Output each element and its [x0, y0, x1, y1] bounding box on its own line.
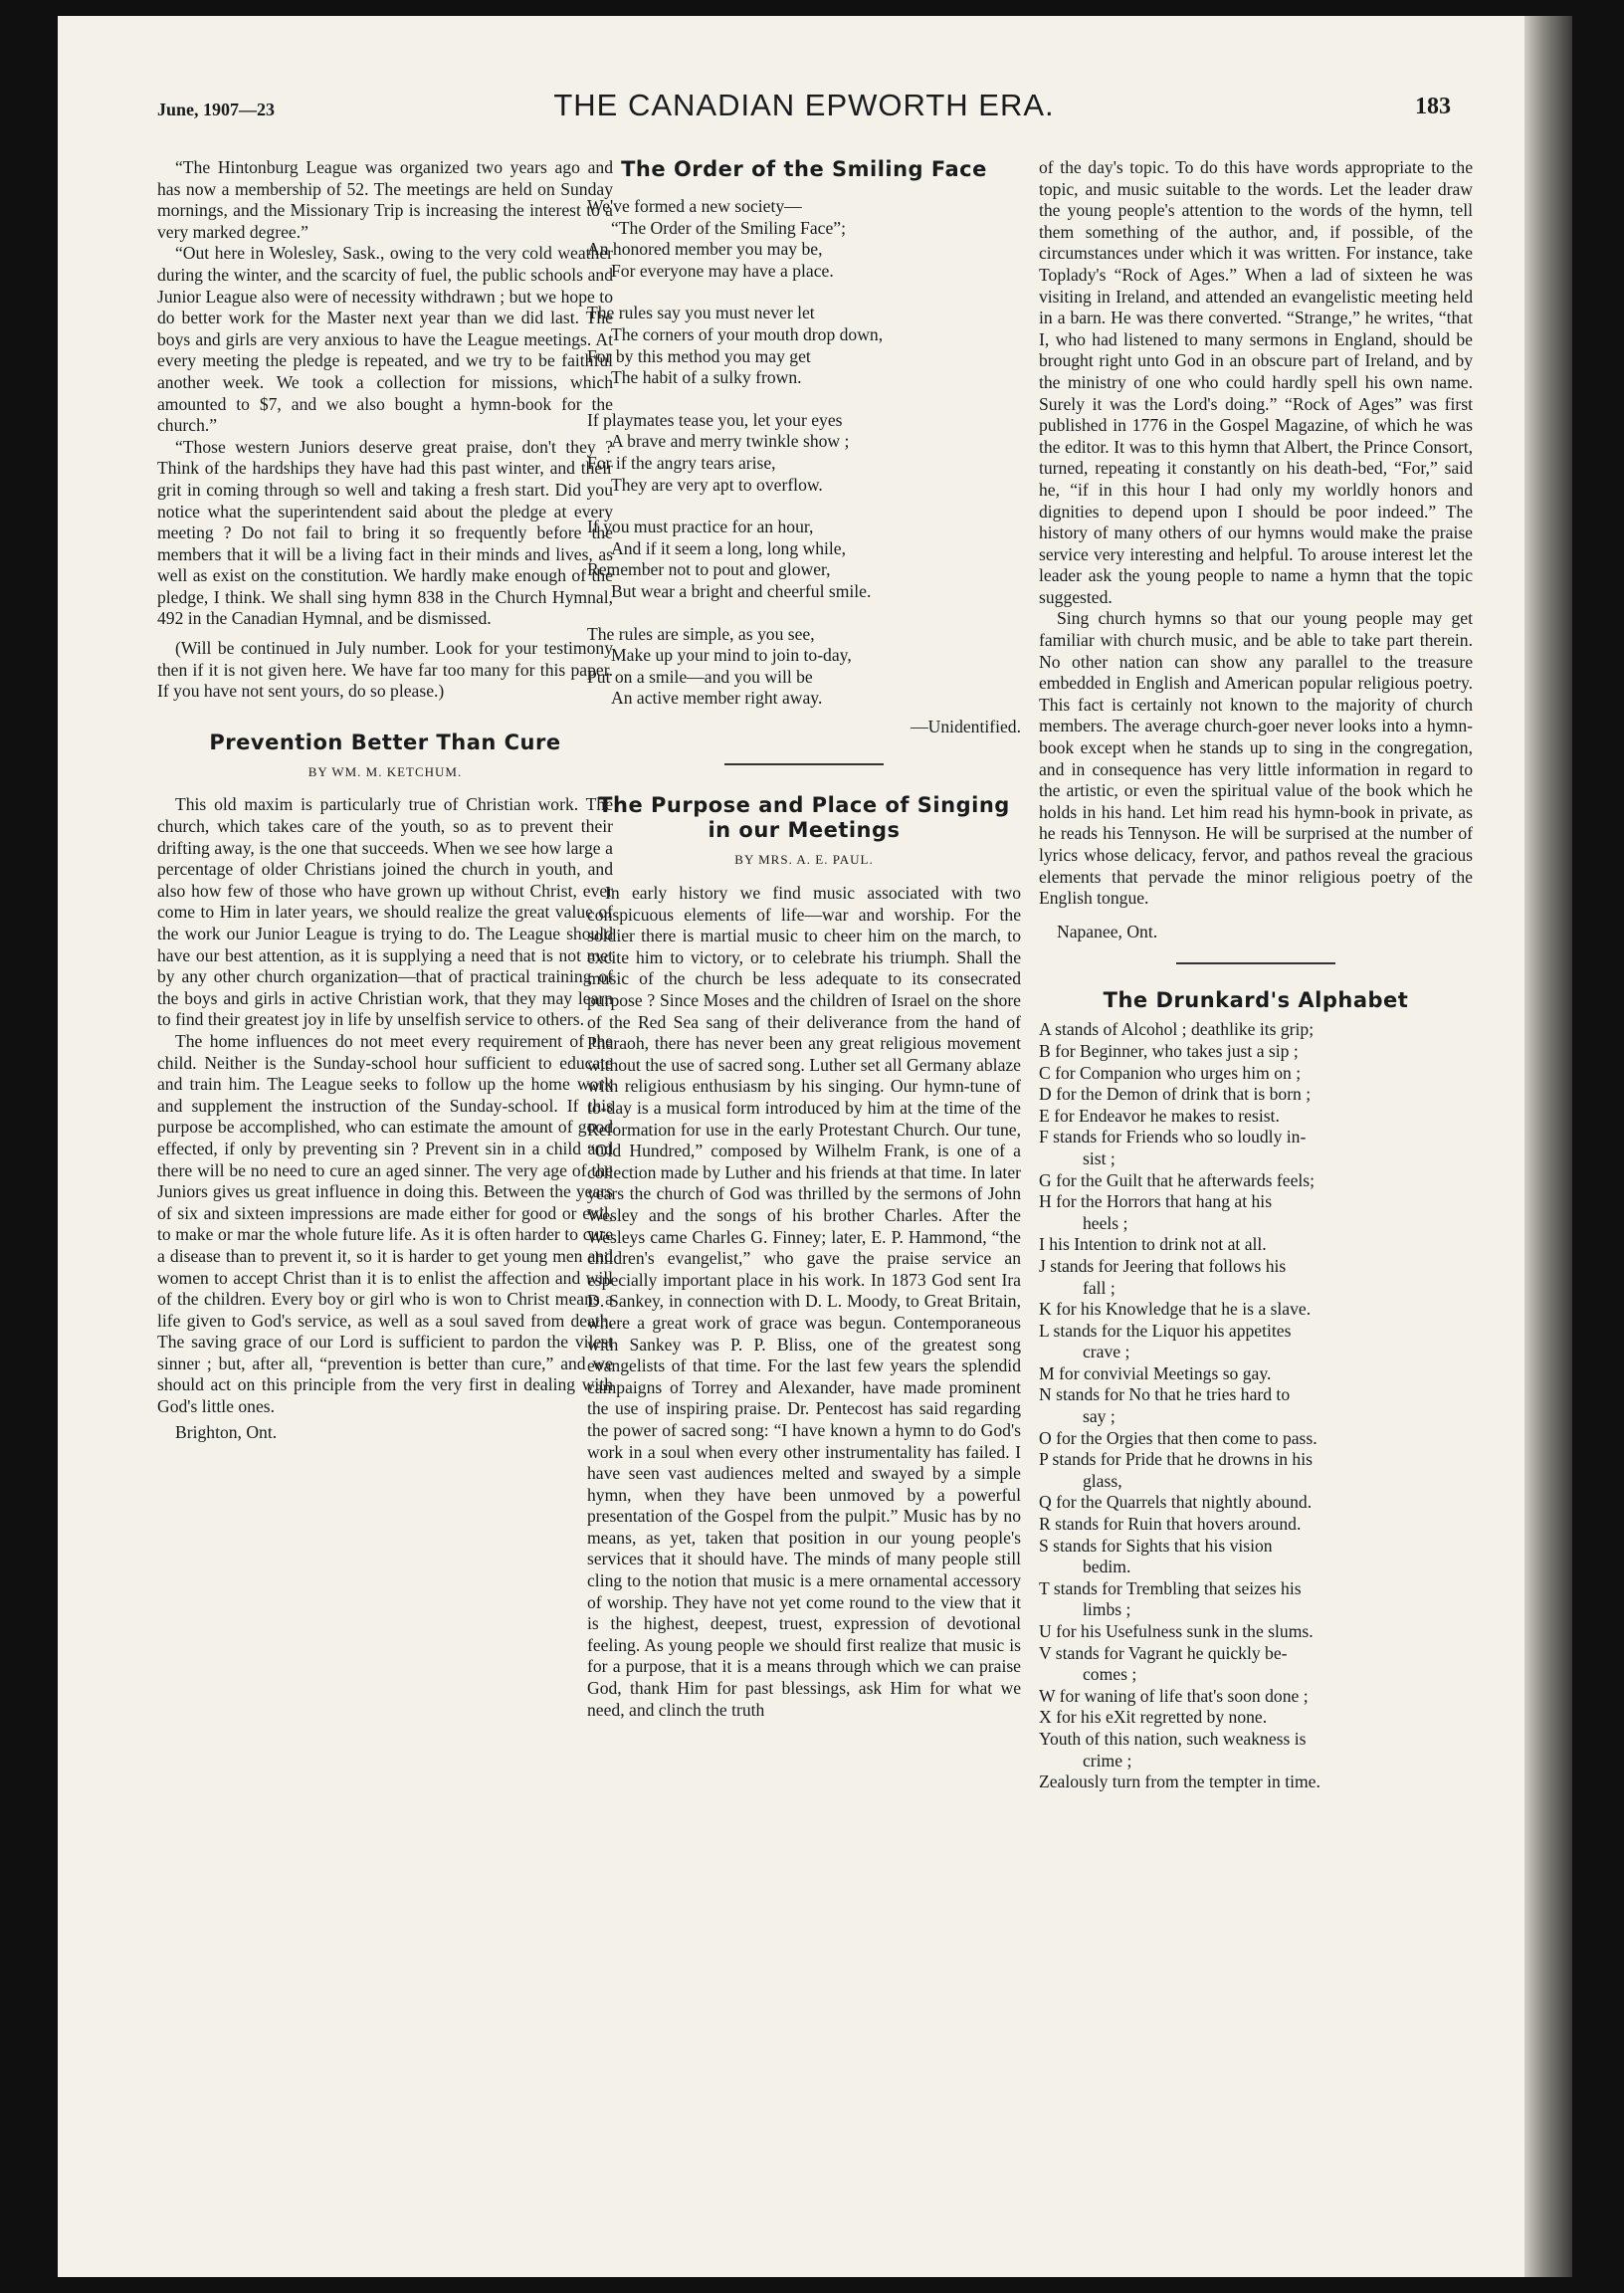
- paragraph: In early history we find music associated with two conspicuous elements of life—war and worship. For the soldier there is martial music to cheer him on the march, to excite him to victory, or to celebrate his triumph. Shall the music of the church be less adequate to its consecrated purpose ? Since Moses and the children of Israel on the shore of the Red Sea sang of their deliverance from the hand of Pharaoh, there has never been any great religious movement without the use of sacred song. Luther set all Germany ablaze with religious enthusiasm by his singing. Our hymn-tune of to-day is a musical form introduced by him at the time of the Reformation for use in the early Protestant Church. Our tune, “Old Hundred,” composed by Wilhelm Frank, is one of a collection made by Luther and his friends at that time. In later years the church of God was thrilled by the sermons of John Wesley and the songs of his brother Charles. After the Wesleys came Charles G. Finney; later, E. P. Hammond, “the children's evangelist,” who gave the praise service an especially important place in his work. In 1873 God sent Ira D. Sankey, in connection with D. L. Moody, to Great Britain, where a great work of grace was begun. Contemporaneous with Sankey was P. P. Bliss, one of the greatest song evangelists of that time. For the last few years the splendid campaigns of Torrey and Alexander, have made prominent the use of inspiring praise. Dr. Pentecost has said regarding the power of sacred song: “I have known a hymn to do God's work in a soul when every other instrumentality has failed. I have seen vast audiences melted and swayed by a simple hymn, when they have been unmoved by a powerful presentation of the Gospel from the pulpit.” Music has by no means, as yet, taken that position in our young people's services that it should have. The minds of many people still cling to the notion that music is a mere ornamental accessory of worship. They have not yet come round to the view that it is the highest, deepest, truest, expression of devotional feeling. As young people we should first realize that music is for a purpose, that it is a means through which we can praise God, thank Him for past blessings, ask Him for what we need, and clinch the truth: [587, 883, 1021, 1720]
- poem-title: The Order of the Smiling Face: [621, 157, 987, 181]
- paragraph: The home influences do not meet every requirement of the child. Neither is the Sunday-school hour sufficient to educate and train him. The League seeks to follow up the home work and supplement the instruction of the Sunday-school. If this purpose be accomplished, who can estimate the amount of good effected, if only by preventing sin ? Prevent sin in a child and there will be no need to cure an aged sinner. The very age of the Juniors gives us great influence in doing this. Between the years of six and sixteen impressions are made either for good or evil, to make or mar the whole future life. As it is often harder to cure a disease than to prevent it, so it is harder to get young men and women to accept Christ than it is to enlist the affection and will of the children. Every boy or girl who is won to Christ means a life given to God's service, as well as a soul saved from death. The saving grace of our Lord is sufficient to pardon the vilest sinner ; but, after all, “prevention is better than cure,” and we should act on this principle from the very first in dealing with God's little ones.: [157, 1030, 613, 1417]
- poem-stanza: [587, 410, 1021, 496]
- alphabet-line: L stands for the Liquor his appetites: [1039, 1320, 1292, 1341]
- alphabet-line: O for the Orgies that then come to pass.: [1039, 1427, 1318, 1448]
- paragraph: of the day's topic. To do this have words appropriate to the topic, and music suitable to the words. Let the leader draw the young people's attention to the words of the hymn, tell them something of the author, and, if possible, of the circumstances under which it was written. For instance, take Toplady's “Rock of Ages.” When a lad of sixteen he was visiting in Ireland, and attended an evangelistic meeting held in a barn. He was there converted. “Strange,” he writes, “that I, who had listened to many sermons in England, should be brought right unto God in an obscure part of Ireland, and by the ministry of one who could hardly spell his own name. Surely it was the Lord's doing.” “Rock of Ages” was first published in 1776 in the Gospel Magazine, of which he was the editor. It was to this hymn that Albert, the Prince Consort, turned, repeating it constantly on his death-bed, “For,” said he, “if in this hour I had only my worldly honors and dignities to depend upon I should be poor indeed.” The history of many others of our hymns would make the praise service very interesting and helpful. To arouse interest let the leader ask the young people to name a hymn that the topic suggested.: [1039, 157, 1473, 607]
- article-byline: BY WM. M. KETCHUM.: [307, 763, 463, 779]
- paragraph: (Will be continued in July number. Look for your testimony then if it is not given here. We have far too many for this paper. If you have not sent yours, do so please.): [157, 638, 613, 702]
- article-title: Prevention Better Than Cure: [209, 730, 561, 754]
- alphabet-line: P stands for Pride that he drowns in his: [1039, 1449, 1313, 1470]
- poem-stanza: [587, 196, 1021, 282]
- article-place: Brighton, Ont.: [175, 1421, 278, 1442]
- poem-stanza: [587, 303, 1021, 388]
- alphabet-line: F stands for Friends who so loudly in-: [1039, 1127, 1307, 1147]
- alphabet-line: V stands for Vagrant he quickly be-: [1039, 1642, 1288, 1663]
- alphabet-line: C for Companion who urges him on ;: [1039, 1062, 1302, 1083]
- alphabet-line: T stands for Trembling that seizes his: [1039, 1577, 1302, 1598]
- poem-line: But wear a bright and cheerful smile.: [611, 580, 872, 601]
- alphabet-line-continuation: bedim.: [1083, 1557, 1131, 1577]
- alphabet-line: N stands for No that he tries hard to: [1039, 1384, 1291, 1405]
- poem-stanza: [587, 624, 1021, 710]
- poem-line: If playmates tease you, let your eyes: [587, 409, 843, 430]
- poem-line: If you must practice for an hour,: [587, 517, 814, 537]
- alphabet-line: G for the Guilt that he afterwards feels;: [1039, 1169, 1315, 1190]
- alphabet-list: [1039, 1019, 1473, 1792]
- alphabet-line: X for his eXit regretted by none.: [1039, 1707, 1268, 1728]
- poem-line: “The Order of the Smiling Face”;: [611, 217, 846, 238]
- alphabet-line-continuation: crave ;: [1083, 1342, 1130, 1362]
- alphabet-line: R stands for Ruin that hovers around.: [1039, 1514, 1302, 1535]
- alphabet-line: W for waning of life that's soon done ;: [1039, 1685, 1309, 1706]
- paragraph: “Those western Juniors deserve great praise, don't they ? Think of the hardships they have had this past winter, and their grit in coming through so well and taking a fresh start. Did you notice what the superintendent said about the pledge at every meeting ? Do not fail to bring it so frequently before the members that it will be a living fact in their minds and lives, as well as exist on the constitution. We hardly make enough of the pledge, I think. We shall sing hymn 838 in the Church Hymnal, 492 in the Canadian Hymnal, and be dismissed.: [157, 436, 613, 629]
- alphabet-line: K for his Knowledge that he is a slave.: [1039, 1299, 1312, 1320]
- alphabet-line-continuation: crime ;: [1083, 1750, 1132, 1771]
- alphabet-line-continuation: say ;: [1083, 1406, 1116, 1427]
- paragraph: This old maxim is particularly true of Christian work. The church, which takes care of the youth, so as to prevent their drifting away, is the one that succeeds. When we see how large a percentage of older Christians joined the church in youth, and also how few of those who have grown up without Christ, ever come to Him in later years, we should realize the great value of the work our Junior League is trying to do. The League should have our best attention, as it is supplying a need that is not met by any other church organization—that of practical training of the boys and girls in active Christian work, that they may learn to find their greatest joy in life by unselfish service to others.: [157, 794, 613, 1030]
- section-divider: [724, 763, 884, 765]
- poem-line: For by this method you may get: [587, 345, 811, 366]
- header-page-number: 183: [1415, 94, 1451, 119]
- header-date: June, 1907—23: [157, 100, 276, 119]
- alphabet-line: U for his Usefulness sunk in the slums.: [1039, 1621, 1314, 1641]
- poem-line: A brave and merry twinkle show ;: [611, 431, 850, 452]
- column-3: [1039, 157, 1473, 1793]
- poem-line: Put on a smile—and you will be: [587, 666, 813, 687]
- alphabet-line: A stands of Alcohol ; deathlike its grip;: [1039, 1019, 1315, 1040]
- alphabet-line: S stands for Sights that his vision: [1039, 1535, 1273, 1556]
- alphabet-line: M for convivial Meetings so gay.: [1039, 1362, 1272, 1383]
- alphabet-line: J stands for Jeering that follows his: [1039, 1255, 1287, 1276]
- alphabet-line-continuation: heels ;: [1083, 1212, 1128, 1233]
- poem-line: An active member right away.: [611, 688, 823, 709]
- poem-line: They are very apt to overflow.: [611, 474, 823, 495]
- poem-line: For everyone may have a place.: [611, 260, 834, 281]
- magazine-page: [58, 16, 1572, 2277]
- paragraph: Sing church hymns so that our young people may get familiar with church music, and be able to take part therein. No other nation can show any parallel to the treasure embedded in English and American popular religious poetry. This fact is certainly not known to the majority of church members. The average church-goer never looks into a hymn-book except when he stands up to sing in the congregation, and in consequence has very little information in regard to the artistic, or even the spiritual value of the book which he holds in his hand. Let him read his hymn-book in private, as he reads his Tennyson. He will be surprised at the number of lyrics whose delicacy, fervor, and pathos reveal the gracious elements that pervade the minor religious poetry of the English tongue.: [1039, 608, 1473, 909]
- poem-line: Remember not to pout and glower,: [587, 559, 831, 580]
- alphabet-line-continuation: sist ;: [1083, 1147, 1116, 1168]
- poem-line: The rules say you must never let: [587, 303, 815, 323]
- column-1: [157, 157, 613, 1443]
- paragraph: “The Hintonburg League was organized two years ago and has now a membership of 52. The meetings are held on Sunday mornings, and the Missionary Trip is increasing the interest to a very marked degree.”: [157, 157, 613, 242]
- poem-attribution: —Unidentified.: [911, 716, 1021, 736]
- poem-line: And if it seem a long, long while,: [611, 537, 847, 558]
- article-place: Napanee, Ont.: [1057, 921, 1158, 941]
- alphabet-line-continuation: glass,: [1083, 1470, 1122, 1491]
- alphabet-line: Youth of this nation, such weakness is: [1039, 1728, 1307, 1749]
- alphabet-line: B for Beginner, who takes just a sip ;: [1039, 1040, 1299, 1061]
- column-2: [587, 157, 1021, 1721]
- alphabet-line: Zealously turn from the tempter in time.: [1039, 1772, 1320, 1792]
- article-byline: BY MRS. A. E. PAUL.: [734, 852, 874, 868]
- alphabet-line-continuation: limbs ;: [1083, 1599, 1131, 1620]
- poem-line: For if the angry tears arise,: [587, 452, 776, 473]
- page-header: [157, 88, 1451, 129]
- alphabet-line: H for the Horrors that hang at his: [1039, 1191, 1273, 1212]
- page-binding-shadow: [1524, 16, 1572, 2277]
- alphabet-line: Q for the Quarrels that nightly abound.: [1039, 1492, 1313, 1513]
- article-title: The Purpose and Place of Singing in our Meetings: [598, 793, 1010, 843]
- alphabet-line: I his Intention to drink not at all.: [1039, 1234, 1267, 1255]
- alphabet-line-continuation: comes ;: [1083, 1664, 1137, 1685]
- poem-line: Make up your mind to join to-day,: [611, 645, 852, 666]
- poem-line: We've formed a new society—: [587, 196, 802, 216]
- alphabet-line: D for the Demon of drink that is born ;: [1039, 1084, 1312, 1105]
- alphabet-line: E for Endeavor he makes to resist.: [1039, 1105, 1280, 1126]
- poem-line: The habit of a sulky frown.: [611, 367, 802, 388]
- poem-line: The corners of your mouth drop down,: [611, 323, 884, 344]
- paragraph: “Out here in Wolesley, Sask., owing to the very cold weather during the winter, and the scarcity of fuel, the public schools and Junior League also were of necessity withdrawn ; but we hope to do better work for the Master next year than we did last. The boys and girls are very anxious to have the League meetings. At every meeting the pledge is repeated, and we try to be faithful another week. We took a collection for missions, which amounted to $7, and we also bought a hymn-book for the church.”: [157, 243, 613, 436]
- alphabet-title: The Drunkard's Alphabet: [1103, 988, 1409, 1013]
- poem-stanza: [587, 517, 1021, 602]
- poem-line: An honored member you may be,: [587, 239, 823, 260]
- header-title: THE CANADIAN EPWORTH ERA.: [553, 88, 1055, 122]
- alphabet-line-continuation: fall ;: [1083, 1277, 1116, 1298]
- poem-line: The rules are simple, as you see,: [587, 623, 815, 644]
- section-divider: [1176, 962, 1335, 964]
